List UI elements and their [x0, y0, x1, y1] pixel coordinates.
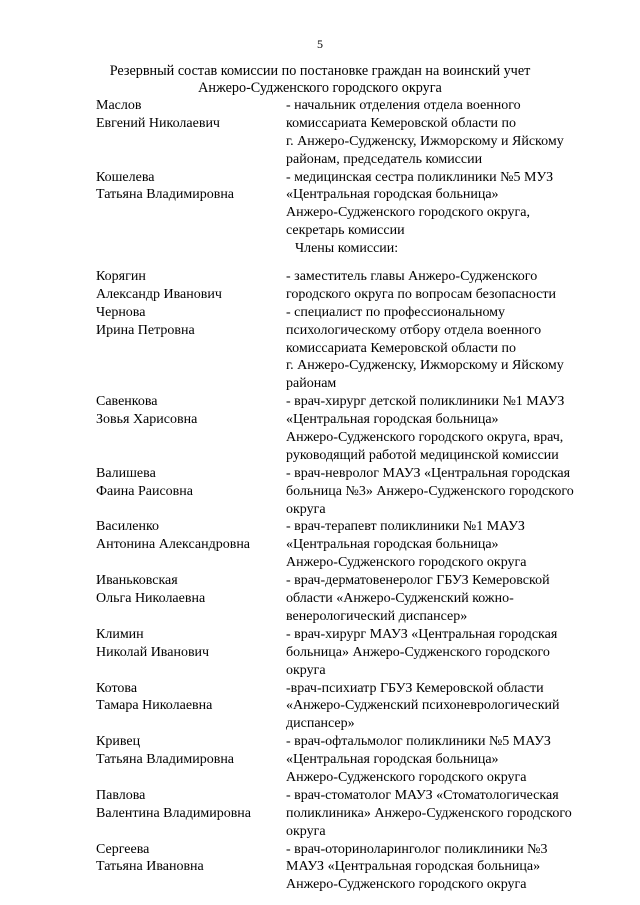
entry-line: [0, 841, 640, 859]
entry-line: [0, 483, 640, 501]
entry-line: [0, 375, 640, 393]
member-position: «Анжеро-Судженский психоневрологический: [286, 698, 560, 714]
member-entry: [0, 680, 640, 734]
member-position: округа: [286, 662, 326, 678]
member-entry: [0, 518, 640, 572]
entry-line: [0, 204, 640, 222]
member-entry: [0, 841, 640, 895]
entry-line: [0, 115, 640, 133]
member-position: психологическому отбору отдела военного: [286, 322, 542, 338]
member-entry: [0, 169, 640, 241]
entry-line: [0, 340, 640, 358]
member-position: г. Анжеро-Судженску, Ижморскому и Яйскому: [286, 358, 564, 374]
member-given-names: Ирина Петровна: [96, 322, 195, 338]
member-position: -врач-психиатр ГБУЗ Кемеровской области: [286, 680, 544, 696]
entry-line: [0, 823, 640, 841]
member-position: Анжеро-Судженского городского округа: [286, 769, 527, 785]
entry-line: [0, 680, 640, 698]
entry-line: [0, 322, 640, 340]
member-given-names: Николай Иванович: [96, 644, 210, 660]
member-position: районам, председатель комиссии: [286, 151, 483, 167]
member-given-names: Фаина Раисовна: [96, 483, 193, 499]
member-entry: [0, 733, 640, 787]
member-given-names: Антонина Александровна: [96, 537, 251, 553]
entry-line: [0, 751, 640, 769]
member-given-names: Валентина Владимировна: [96, 805, 252, 821]
member-position: городского округа по вопросам безопасности: [286, 286, 557, 302]
members-heading: Члены комиссии:: [295, 241, 399, 257]
member-given-names: Тамара Николаевна: [96, 698, 213, 714]
entry-line: [0, 151, 640, 169]
entry-line: [0, 97, 640, 115]
member-entry: [0, 626, 640, 680]
member-entry: [0, 97, 640, 169]
member-position: - врач-терапевт поликлиники №1 МАУЗ: [286, 519, 525, 535]
entry-line: [0, 518, 640, 536]
member-position: - врач-невролог МАУЗ «Центральная городская: [286, 465, 571, 481]
entry-line: [0, 186, 640, 204]
member-position: секретарь комиссии: [286, 223, 405, 239]
member-surname: Маслов: [96, 98, 142, 113]
member-entry: [0, 787, 640, 841]
title-line-2: Анжеро-Судженского городского округа: [198, 80, 442, 96]
member-surname: Котова: [96, 680, 138, 696]
member-surname: Кошелева: [96, 169, 155, 185]
member-position: Анжеро-Судженского городского округа: [286, 877, 527, 893]
member-position: Анжеро-Судженского городского округа, врач,: [286, 430, 564, 446]
member-position: - врач-дерматовенеролог ГБУЗ Кемеровской: [286, 573, 550, 589]
section-spacer: [0, 258, 640, 268]
member-position: комиссариата Кемеровской области по: [286, 340, 517, 356]
member-position: поликлиника» Анжеро-Судженского городского: [286, 805, 572, 821]
member-surname: Кривец: [96, 734, 141, 750]
member-entry: [0, 465, 640, 519]
entry-line: [0, 644, 640, 662]
entry-line: [0, 662, 640, 680]
member-position: - медицинская сестра поликлиники №5 МУЗ: [286, 169, 554, 185]
member-surname: Василенко: [96, 519, 160, 535]
member-surname: Чернова: [96, 304, 146, 320]
member-position: - специалист по профессиональному: [286, 304, 506, 320]
member-surname: Павлова: [96, 787, 146, 803]
member-given-names: Татьяна Владимировна: [96, 752, 235, 768]
entry-line: [0, 411, 640, 429]
entry-line: [0, 697, 640, 715]
member-position: Анжеро-Судженского городского округа,: [286, 205, 530, 221]
member-position: - врач-стоматолог МАУЗ «Стоматологическая: [286, 787, 559, 803]
entry-line: [0, 572, 640, 590]
entry-line: [0, 501, 640, 519]
member-position: «Центральная городская больница»: [286, 752, 499, 768]
entry-line: [0, 222, 640, 240]
member-given-names: Александр Иванович: [96, 286, 222, 302]
entry-line: [0, 429, 640, 447]
member-position: Анжеро-Судженского городского округа: [286, 555, 527, 571]
entry-line: [0, 626, 640, 644]
member-entry: [0, 268, 640, 304]
member-position: диспансер»: [286, 716, 355, 732]
member-given-names: Евгений Николаевич: [96, 115, 220, 131]
member-position: МАУЗ «Центральная городская больница»: [286, 859, 541, 875]
member-given-names: Татьяна Владимировна: [96, 187, 235, 203]
entry-line: [0, 133, 640, 151]
entry-line: [0, 805, 640, 823]
entry-line: [0, 769, 640, 787]
member-given-names: Ольга Николаевна: [96, 591, 206, 607]
member-position: округа: [286, 501, 326, 517]
member-position: области «Анжеро-Судженский кожно-: [286, 591, 514, 607]
member-position: комиссариата Кемеровской области по: [286, 115, 517, 131]
member-surname: Климин: [96, 626, 144, 642]
entry-line: [0, 733, 640, 751]
member-position: больница» Анжеро-Судженского городского: [286, 644, 550, 660]
member-position: - врач-офтальмолог поликлиники №5 МАУЗ: [286, 734, 551, 750]
entry-line: [0, 465, 640, 483]
entry-line: [0, 268, 640, 286]
member-position: - врач-оториноларинголог поликлиники №3: [286, 841, 548, 857]
member-surname: Валишева: [96, 465, 156, 481]
member-position: г. Анжеро-Судженску, Ижморскому и Яйскому: [286, 133, 564, 149]
member-position: руководящий работой медицинской комиссии: [286, 447, 559, 463]
document-title: [60, 63, 580, 97]
entry-line: [0, 169, 640, 187]
entry-line: [0, 357, 640, 375]
member-position: «Центральная городская больница»: [286, 412, 499, 428]
entry-line: [0, 876, 640, 894]
member-position: округа: [286, 823, 326, 839]
entry-line: [0, 536, 640, 554]
entry-line: [0, 590, 640, 608]
entry-line: [0, 715, 640, 733]
member-position: «Центральная городская больница»: [286, 537, 499, 553]
entry-line: [0, 393, 640, 411]
page-number: 5: [317, 37, 323, 51]
member-surname: Корягин: [96, 269, 146, 285]
member-entry: [0, 304, 640, 393]
member-position: районам: [286, 376, 337, 392]
member-position: венерологический диспансер»: [286, 608, 468, 624]
member-surname: Савенкова: [96, 394, 158, 410]
member-position: - начальник отделения отдела военного: [286, 98, 521, 113]
member-given-names: Татьяна Ивановна: [96, 859, 204, 875]
member-entry: [0, 393, 640, 465]
member-surname: Иваньковская: [96, 573, 178, 589]
entry-line: [0, 858, 640, 876]
entry-line: [0, 286, 640, 304]
title-line-1: Резервный состав комиссии по постановке граждан на воинский учет: [109, 63, 531, 79]
member-position: - заместитель главы Анжеро-Судженского: [286, 269, 538, 285]
commission-list: [0, 97, 640, 894]
entry-line: [0, 787, 640, 805]
member-position: - врач-хирург МАУЗ «Центральная городская: [286, 626, 558, 642]
member-position: больница №3» Анжеро-Судженского городского: [286, 483, 574, 499]
member-surname: Сергеева: [96, 841, 150, 857]
member-position: «Центральная городская больница»: [286, 187, 499, 203]
entry-line: [0, 554, 640, 572]
member-given-names: Зовья Харисовна: [96, 412, 198, 428]
entry-line: [0, 304, 640, 322]
entry-line: [0, 608, 640, 626]
member-position: - врач-хирург детской поликлиники №1 МАУЗ: [286, 394, 565, 410]
member-entry: [0, 572, 640, 626]
entry-line: [0, 447, 640, 465]
